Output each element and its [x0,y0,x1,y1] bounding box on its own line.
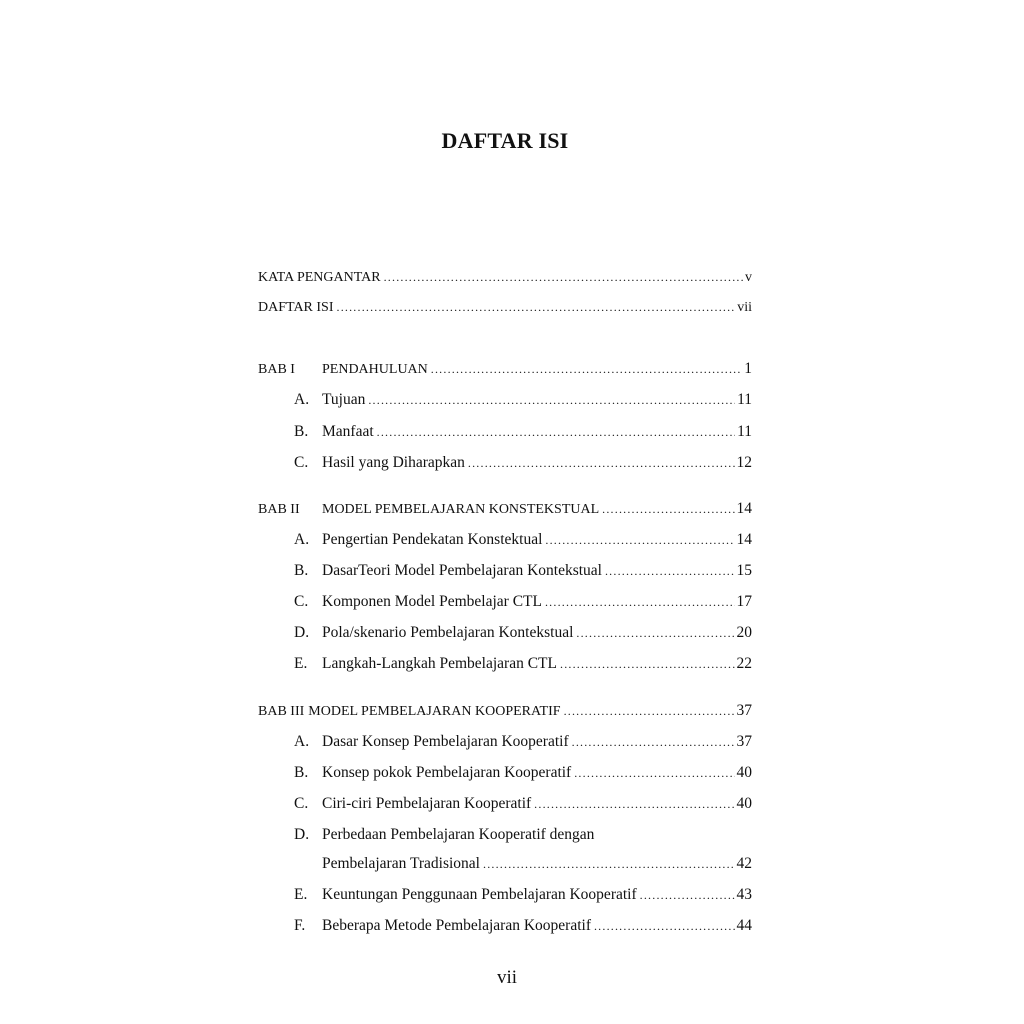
toc-entry [258,825,752,845]
dot-leader [594,916,735,936]
entry-page: 17 [736,593,752,610]
toc-entry [258,701,752,721]
entry-title: Dasar Konsep Pembelajaran Kooperatif [322,733,569,750]
entry-title: DasarTeori Model Pembelajaran Kontekstual [322,562,602,579]
dot-leader [468,453,735,473]
entry-page: 40 [736,795,752,812]
entry-title: Keuntungan Penggunaan Pembelajaran Kooperatif [322,886,637,903]
entry-title: MODEL PEMBELAJARAN KOOPERATIF [308,704,561,719]
entry-page: 37 [736,702,752,719]
dot-leader [564,701,735,721]
dot-leader [483,854,735,874]
section-letter: B. [294,423,309,440]
section-letter: E. [294,886,308,903]
section-letter: C. [294,593,309,610]
entry-page: 15 [736,562,752,579]
dot-leader [572,732,735,752]
entry-page: 20 [736,624,752,641]
entry-title: Hasil yang Diharapkan [322,454,465,471]
entry-page: v [745,270,752,285]
toc-entry [258,422,752,442]
dot-leader [576,623,734,643]
toc-entry [258,732,752,752]
section-letter: C. [294,454,309,471]
dot-leader [534,794,734,814]
section-letter: F. [294,917,306,934]
entry-title: Pengertian Pendekatan Konstektual [322,531,543,548]
dot-leader [574,763,734,783]
section-letter: E. [294,655,308,672]
entry-page: 22 [736,655,752,672]
entry-title: Perbedaan Pembelajaran Kooperatif dengan [322,826,595,843]
entry-page: 1 [744,360,752,377]
toc-entry [258,453,752,473]
toc-entry [258,885,752,905]
toc-entry [258,297,752,317]
entry-title: Komponen Model Pembelajar CTL [322,593,542,610]
toc-entry [258,916,752,936]
entry-title: Ciri-ciri Pembelajaran Kooperatif [322,795,532,812]
toc-entry [258,592,752,612]
dot-leader [602,499,734,519]
dot-leader [377,422,735,442]
entry-page: 11 [737,391,752,408]
entry-page: 44 [736,917,752,934]
entry-title: Langkah-Langkah Pembelajaran CTL [322,655,557,672]
dot-leader [605,561,735,581]
toc-entry [258,359,752,379]
entry-title: KATA PENGANTAR [258,270,381,285]
dot-leader [337,297,736,317]
toc-entry [258,499,752,519]
entry-page: 37 [736,733,752,750]
entry-page: 43 [736,886,752,903]
toc-entry [258,854,752,874]
section-letter: D. [294,624,310,641]
dot-leader [560,654,735,674]
entry-title: Pembelajaran Tradisional [322,855,480,872]
toc-entry [258,794,752,814]
entry-title: DAFTAR ISI [258,300,334,315]
entry-title: Manfaat [322,423,374,440]
chapter-label: BAB I [258,362,295,377]
toc-entry [258,390,752,410]
section-letter: A. [294,391,310,408]
toc-entry [258,561,752,581]
section-letter: B. [294,764,309,781]
toc-entry [258,654,752,674]
entry-page: 12 [736,454,752,471]
entry-page: 40 [736,764,752,781]
entry-page: 14 [736,531,752,548]
entry-page: vii [737,300,752,315]
toc-entry [258,530,752,550]
section-letter: D. [294,826,310,843]
entry-page: 14 [736,500,752,517]
section-letter: C. [294,795,309,812]
dot-leader [368,390,735,410]
toc-entry [258,763,752,783]
chapter-label: BAB II [258,502,300,517]
entry-title: Pola/skenario Pembelajaran Kontekstual [322,624,574,641]
entry-page: 11 [737,423,752,440]
page-title: DAFTAR ISI [441,128,569,153]
entry-title: Konsep pokok Pembelajaran Kooperatif [322,764,572,781]
dot-leader [545,592,735,612]
entry-title: Tujuan [322,391,366,408]
toc-entry [258,267,752,287]
dot-leader [431,359,742,379]
dot-leader [384,267,743,287]
chapter-label: BAB III [258,704,305,719]
section-letter: A. [294,531,310,548]
dot-leader [545,530,734,550]
section-letter: A. [294,733,310,750]
entry-title: MODEL PEMBELAJARAN KONSTEKSTUAL [322,502,600,517]
toc-entry [258,623,752,643]
section-letter: B. [294,562,309,579]
entry-title: Beberapa Metode Pembelajaran Kooperatif [322,917,591,934]
dot-leader [640,885,735,905]
page-number: vii [496,967,518,988]
entry-page: 42 [736,855,752,872]
entry-title: PENDAHULUAN [322,362,428,377]
